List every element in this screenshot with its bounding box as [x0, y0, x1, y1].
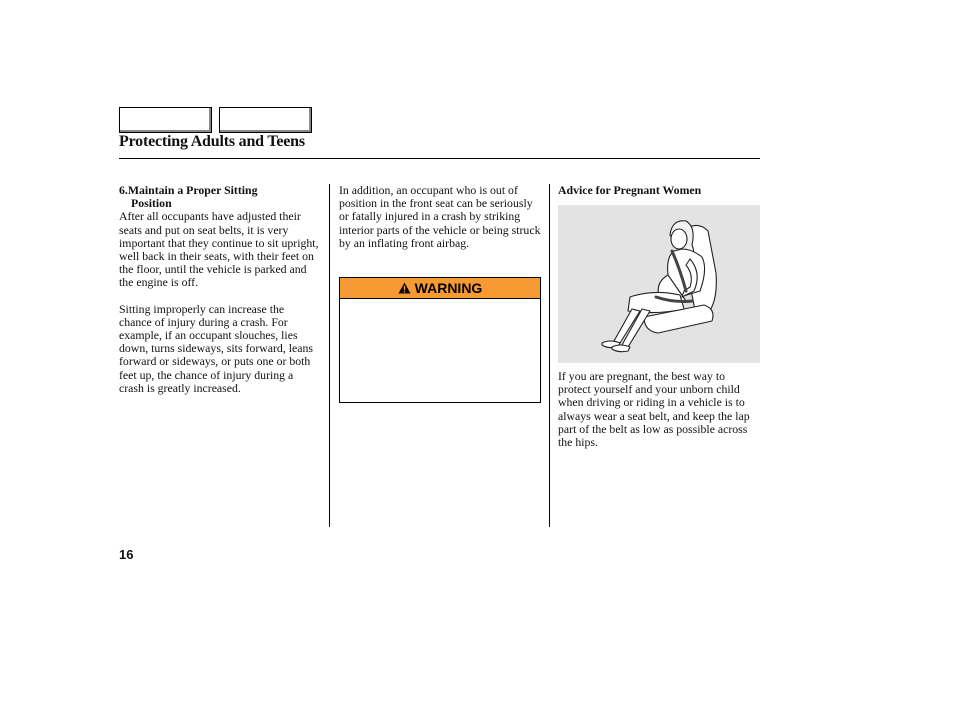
body-paragraph: If you are pregnant, the best way to protect yourself and your unborn child when driving or riding in a vehicle is to always wear a seat belt, and keep the lap part of the belt as low as possible across the hips.	[558, 369, 750, 450]
page-title: Protecting Adults and Teens	[119, 133, 305, 150]
body-paragraph: In addition, an occupant who is out of position in the front seat can be seriously or fatally injured in a crash by striking interior parts of the vehicle or being struck by an inflating front airbag.	[339, 183, 541, 250]
heading-line: Position	[131, 196, 172, 211]
column-divider	[329, 184, 330, 527]
section-heading	[119, 184, 319, 210]
body-paragraph: Sitting improperly can increase the chance of injury during a crash. For example, if an occupant slouches, lies down, turns sideways, sits forward, leans forward or sideways, or puts one or both feet up, the chance of injury during a crash is greatly increased.	[119, 301, 313, 395]
page-number: 16	[119, 547, 134, 562]
section-heading: Advice for Pregnant Women	[558, 183, 702, 197]
seated-woman-illustration	[558, 205, 760, 363]
warning-label: WARNING	[414, 280, 483, 296]
column-proper-sitting	[119, 184, 319, 395]
heading-line: 6.Maintain a Proper Sitting	[119, 183, 258, 197]
body-paragraph: After all occupants have adjusted their seats and put on seat belts, it is very important that they continue to sit upright, well back in their seats, with their feet on the floor, until the vehicle is parked and the engine is off.	[119, 209, 319, 290]
column-divider	[549, 184, 550, 527]
warning-triangle-icon	[398, 282, 411, 294]
pregnant-woman-seatbelt-illustration	[558, 205, 760, 363]
title-divider	[119, 158, 760, 159]
column-pregnant-text	[558, 370, 760, 449]
column-pregnant	[558, 184, 760, 197]
column-front-seat	[339, 184, 544, 250]
nav-button-next[interactable]	[219, 107, 312, 133]
warning-header	[340, 278, 540, 299]
warning-box	[339, 277, 541, 403]
nav-button-previous[interactable]	[119, 107, 212, 133]
